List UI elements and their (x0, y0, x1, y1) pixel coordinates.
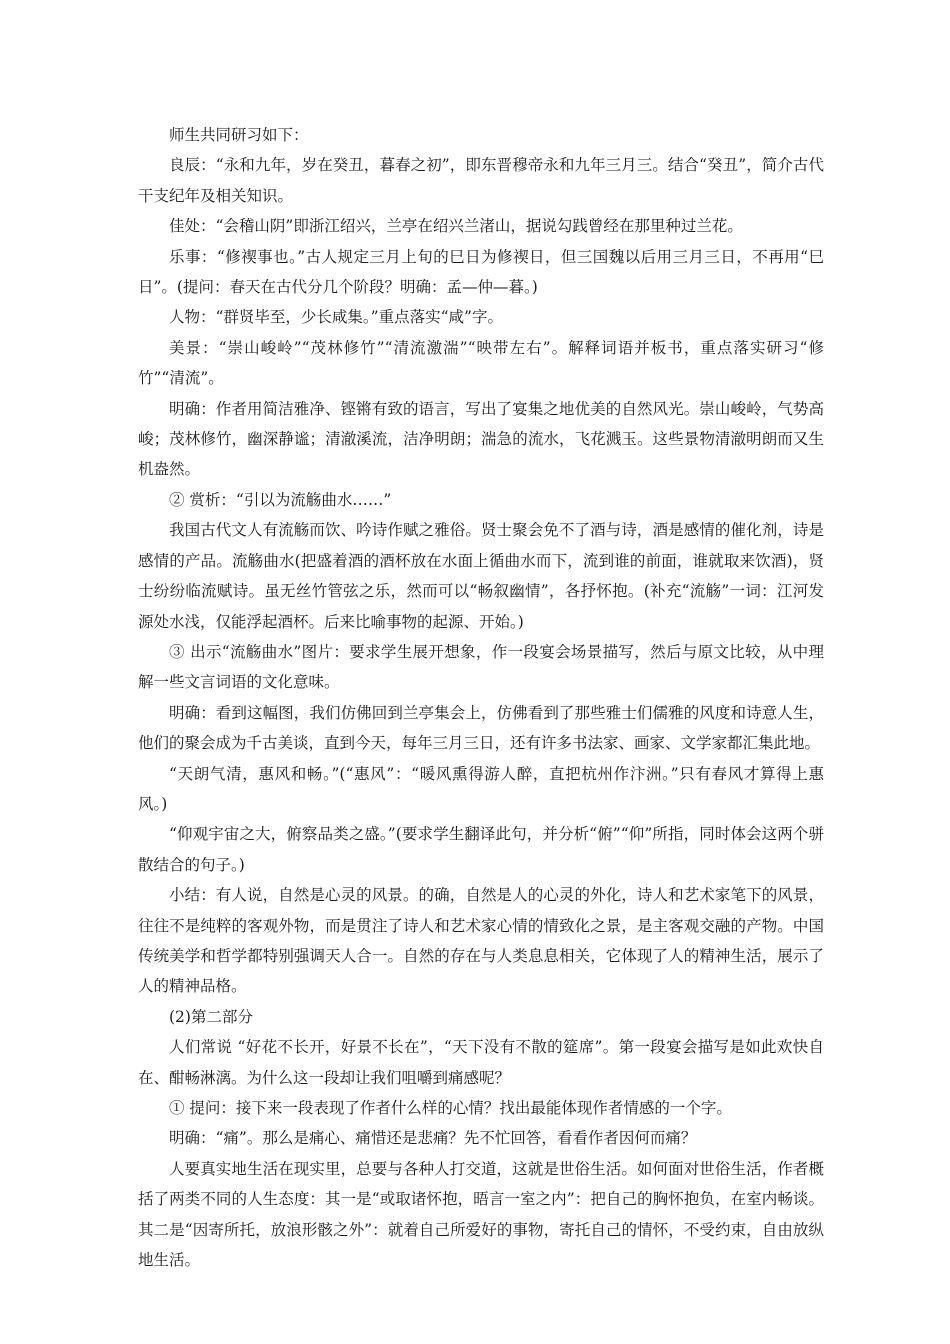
paragraph-intro: 师生共同研习如下： (169, 126, 309, 144)
paragraph-jiachu: 佳处：“会稽山阴”即浙江绍兴，兰亭在绍兴兰渚山，据说勾践曾经在那里种过兰花。 (169, 217, 743, 236)
paragraph-renmen: 人们常说 “好花不长开，好景不长在”，“天下没有不散的筵席”。第一段宴会描写是如此欢快自在、酣畅淋漓。为什么这一段却让我们咀嚼到痛感呢？ (138, 1038, 824, 1087)
paragraph-tianlang: “天朗气清，惠风和畅。”(“惠风”：“暖风熏得游人醉，直把杭州作汴洲。”只有春风才算得上惠风。) (138, 764, 824, 813)
paragraph-liangchen: 良辰：“永和九年，岁在癸丑，暮春之初”，即东晋穆帝永和九年三月三。结合“癸丑”，简介古代干支纪年及相关知识。 (138, 156, 824, 205)
paragraph-shangxi: ② 赏析：“引以为流觞曲水……” (169, 490, 392, 509)
paragraph-mingque-1: 明确：作者用简洁雅净、铿锵有致的语言，写出了宴集之地优美的自然风光。崇山峻岭，气势高峻；茂林修竹，幽深静谧；清澈溪流，洁净明朗；湍急的流水，飞花溅玉。这些景物清澈明朗而又生机盎然。 (138, 399, 824, 479)
paragraph-renwu: 人物：“群贤毕至，少长咸集。”重点落实“咸”字。 (169, 308, 503, 327)
document-body (138, 120, 824, 1275)
paragraph-tupian: ③ 出示“流觞曲水”图片：要求学生展开想象，作一段宴会场景描写，然后与原文比较，从中理解一些文言词语的文化意味。 (138, 642, 824, 692)
paragraph-meijing: 美景：“崇山峻岭”“茂林修竹”“清流激湍”“映带左右”。解释词语并板书，重点落实研习“修竹”“清流”。 (138, 338, 824, 388)
paragraph-mingque-2: 明确：看到这幅图，我们仿佛回到兰亭集会上，仿佛看到了那些雅士们儒雅的风度和诗意人生，他们的聚会成为千古美谈，直到今天，每年三月三日，还有许多书法家、画家、文学家都汇集此地。 (138, 703, 824, 753)
paragraph-xiaojie: 小结：有人说，自然是心灵的风景。的确，自然是人的心灵的外化，诗人和艺术家笔下的风景，往往不是纯粹的客观外物，而是贯注了诗人和艺术家心情的情致化之景，是主客观交融的产物。中国传统美学和哲学都特别强调天人合一。自然的存在与人类息息相关，它体现了人的精神生活，展示了人的精神品格。 (138, 886, 824, 996)
paragraph-liushang: 我国古代文人有流觞而饮、吟诗作赋之雅俗。贤士聚会免不了酒与诗，酒是感情的催化剂，诗是感情的产品。流觞曲水(把盛着酒的酒杯放在水面上循曲水而下，流到谁的前面，谁就取来饮酒)，贤士纷纷临流赋诗。虽无丝竹管弦之乐，然而可以“畅叙幽情”，各抒怀抱。(补充“流觞”一词：江河发源处水浅，仅能浮起酒杯。后来比喻事物的起源、开始。) (138, 521, 824, 631)
paragraph-tiwen: ① 提问：接下来一段表现了作者什么样的心情？找出最能体现作者情感的一个字。 (169, 1099, 732, 1117)
section-heading-part-two: (2)第二部分 (169, 1007, 253, 1026)
paragraph-mingque-3: 明确：“痛”。那么是痛心、痛惜还是悲痛？先不忙回答，看看作者因何而痛？ (169, 1129, 697, 1148)
paragraph-yangguan: “仰观宇宙之大，俯察品类之盛。”(要求学生翻译此句，并分析“俯”“仰”所指，同时体会这两个骈散结合的句子。) (138, 825, 824, 874)
paragraph-shisu: 人要真实地生活在现实里，总要与各种人打交道，这就是世俗生活。如何面对世俗生活，作者概括了两类不同的人生态度：其一是“或取诸怀抱，晤言一室之内”：把自己的胸怀抱负，在室内畅谈。其二是“因寄所托，放浪形骸之外”：就着自己所爱好的事物，寄托自己的情怀，不受约束，自由放纵地生活。 (138, 1159, 824, 1270)
paragraph-leshi: 乐事：“修禊事也。”古人规定三月上旬的巳日为修禊日，但三国魏以后用三月三日，不再用“巳日”。(提问：春天在古代分几个阶段？明确：孟—仲—暮。) (138, 247, 824, 297)
